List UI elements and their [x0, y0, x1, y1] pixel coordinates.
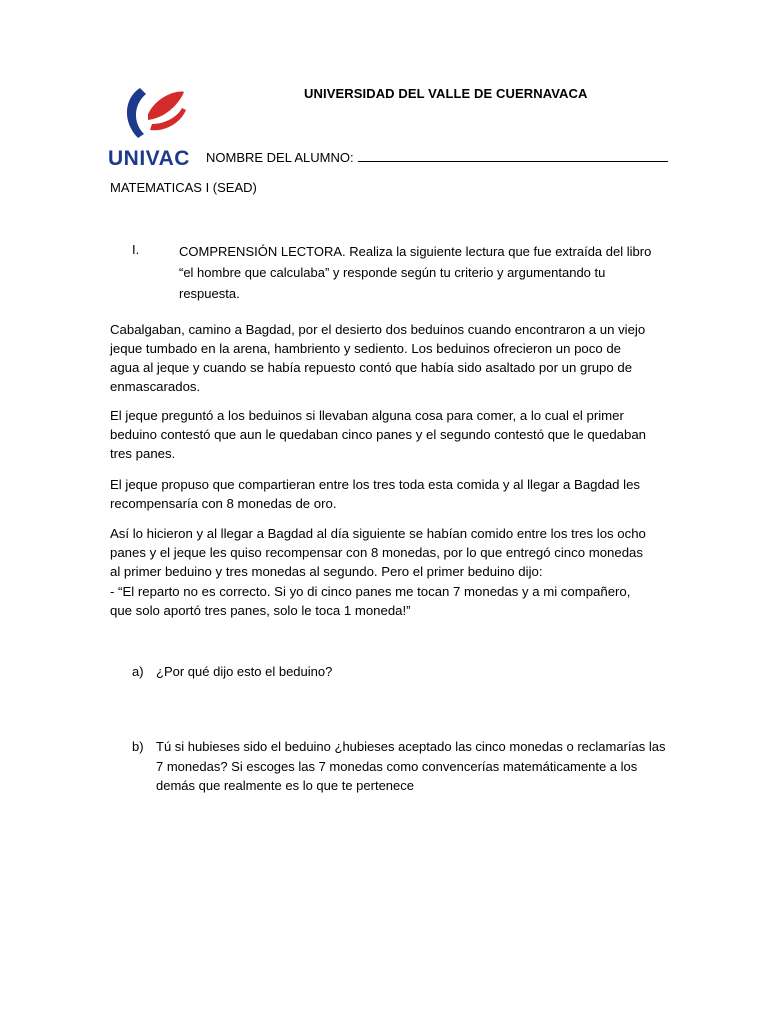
univac-emblem-icon: [118, 84, 188, 146]
section-number: I.: [132, 242, 140, 257]
question-a-text: ¿Por qué dijo esto el beduino?: [156, 664, 333, 679]
question-b-letter: b): [132, 739, 144, 754]
student-name-field: [206, 150, 668, 165]
paragraph-3: El jeque propuso que compartieran entre los tres toda esta comida y al llegar a Bagdad les recompensaría con 8 monedas de oro.: [110, 477, 641, 511]
logo-text: UNIVAC: [108, 147, 190, 170]
univac-logo: [108, 84, 204, 168]
university-title: UNIVERSIDAD DEL VALLE DE CUERNAVACA: [304, 86, 588, 101]
paragraph-5: - “El reparto no es correcto. Si yo di cinco panes me tocan 7 monedas y a mi compañero, que solo aportó tres panes, solo le toca 1 moneda!”: [110, 584, 631, 618]
student-name-label: NOMBRE DEL ALUMNO:: [206, 150, 354, 165]
paragraph-1: Cabalgaban, camino a Bagdad, por el desierto dos beduinos cuando encontraron a un viejo jeque tumbado en la arena, hambriento y sediento. Los beduinos ofrecieron un poco de agua al jeque y cuando se había repuesto contó que había sido asaltado por un grupo de enmascarados.: [110, 322, 646, 394]
question-b-text: Tú si hubieses sido el beduino ¿hubieses aceptado las cinco monedas o reclamarías las 7 monedas? Si escoges las 7 monedas como convencerías matemáticamente a los demás que realmente es lo que te pertenece: [156, 739, 666, 793]
paragraph-4: Así lo hicieron y al llegar a Bagdad al día siguiente se habían comido entre los tres los ocho panes y el jeque les quiso recompensar con 8 monedas, por lo que entregó cinco monedas al primer beduino y tres monedas al segundo. Pero el primer beduino dijo:: [110, 526, 646, 579]
student-name-blank: [358, 151, 668, 162]
paragraph-2: El jeque preguntó a los beduinos si llevaban alguna cosa para comer, a lo cual el primer beduino contestó que aun le quedaban cinco panes y el segundo contestó que le quedaban tres panes.: [110, 408, 646, 461]
subject-label: MATEMATICAS I (SEAD): [110, 180, 257, 195]
section-heading: COMPRENSIÓN LECTORA. Realiza la siguiente lectura que fue extraída del libro “el hombre que calculaba” y responde según tu criterio y argumentando tu respuesta.: [179, 244, 652, 301]
question-a-letter: a): [132, 664, 144, 679]
